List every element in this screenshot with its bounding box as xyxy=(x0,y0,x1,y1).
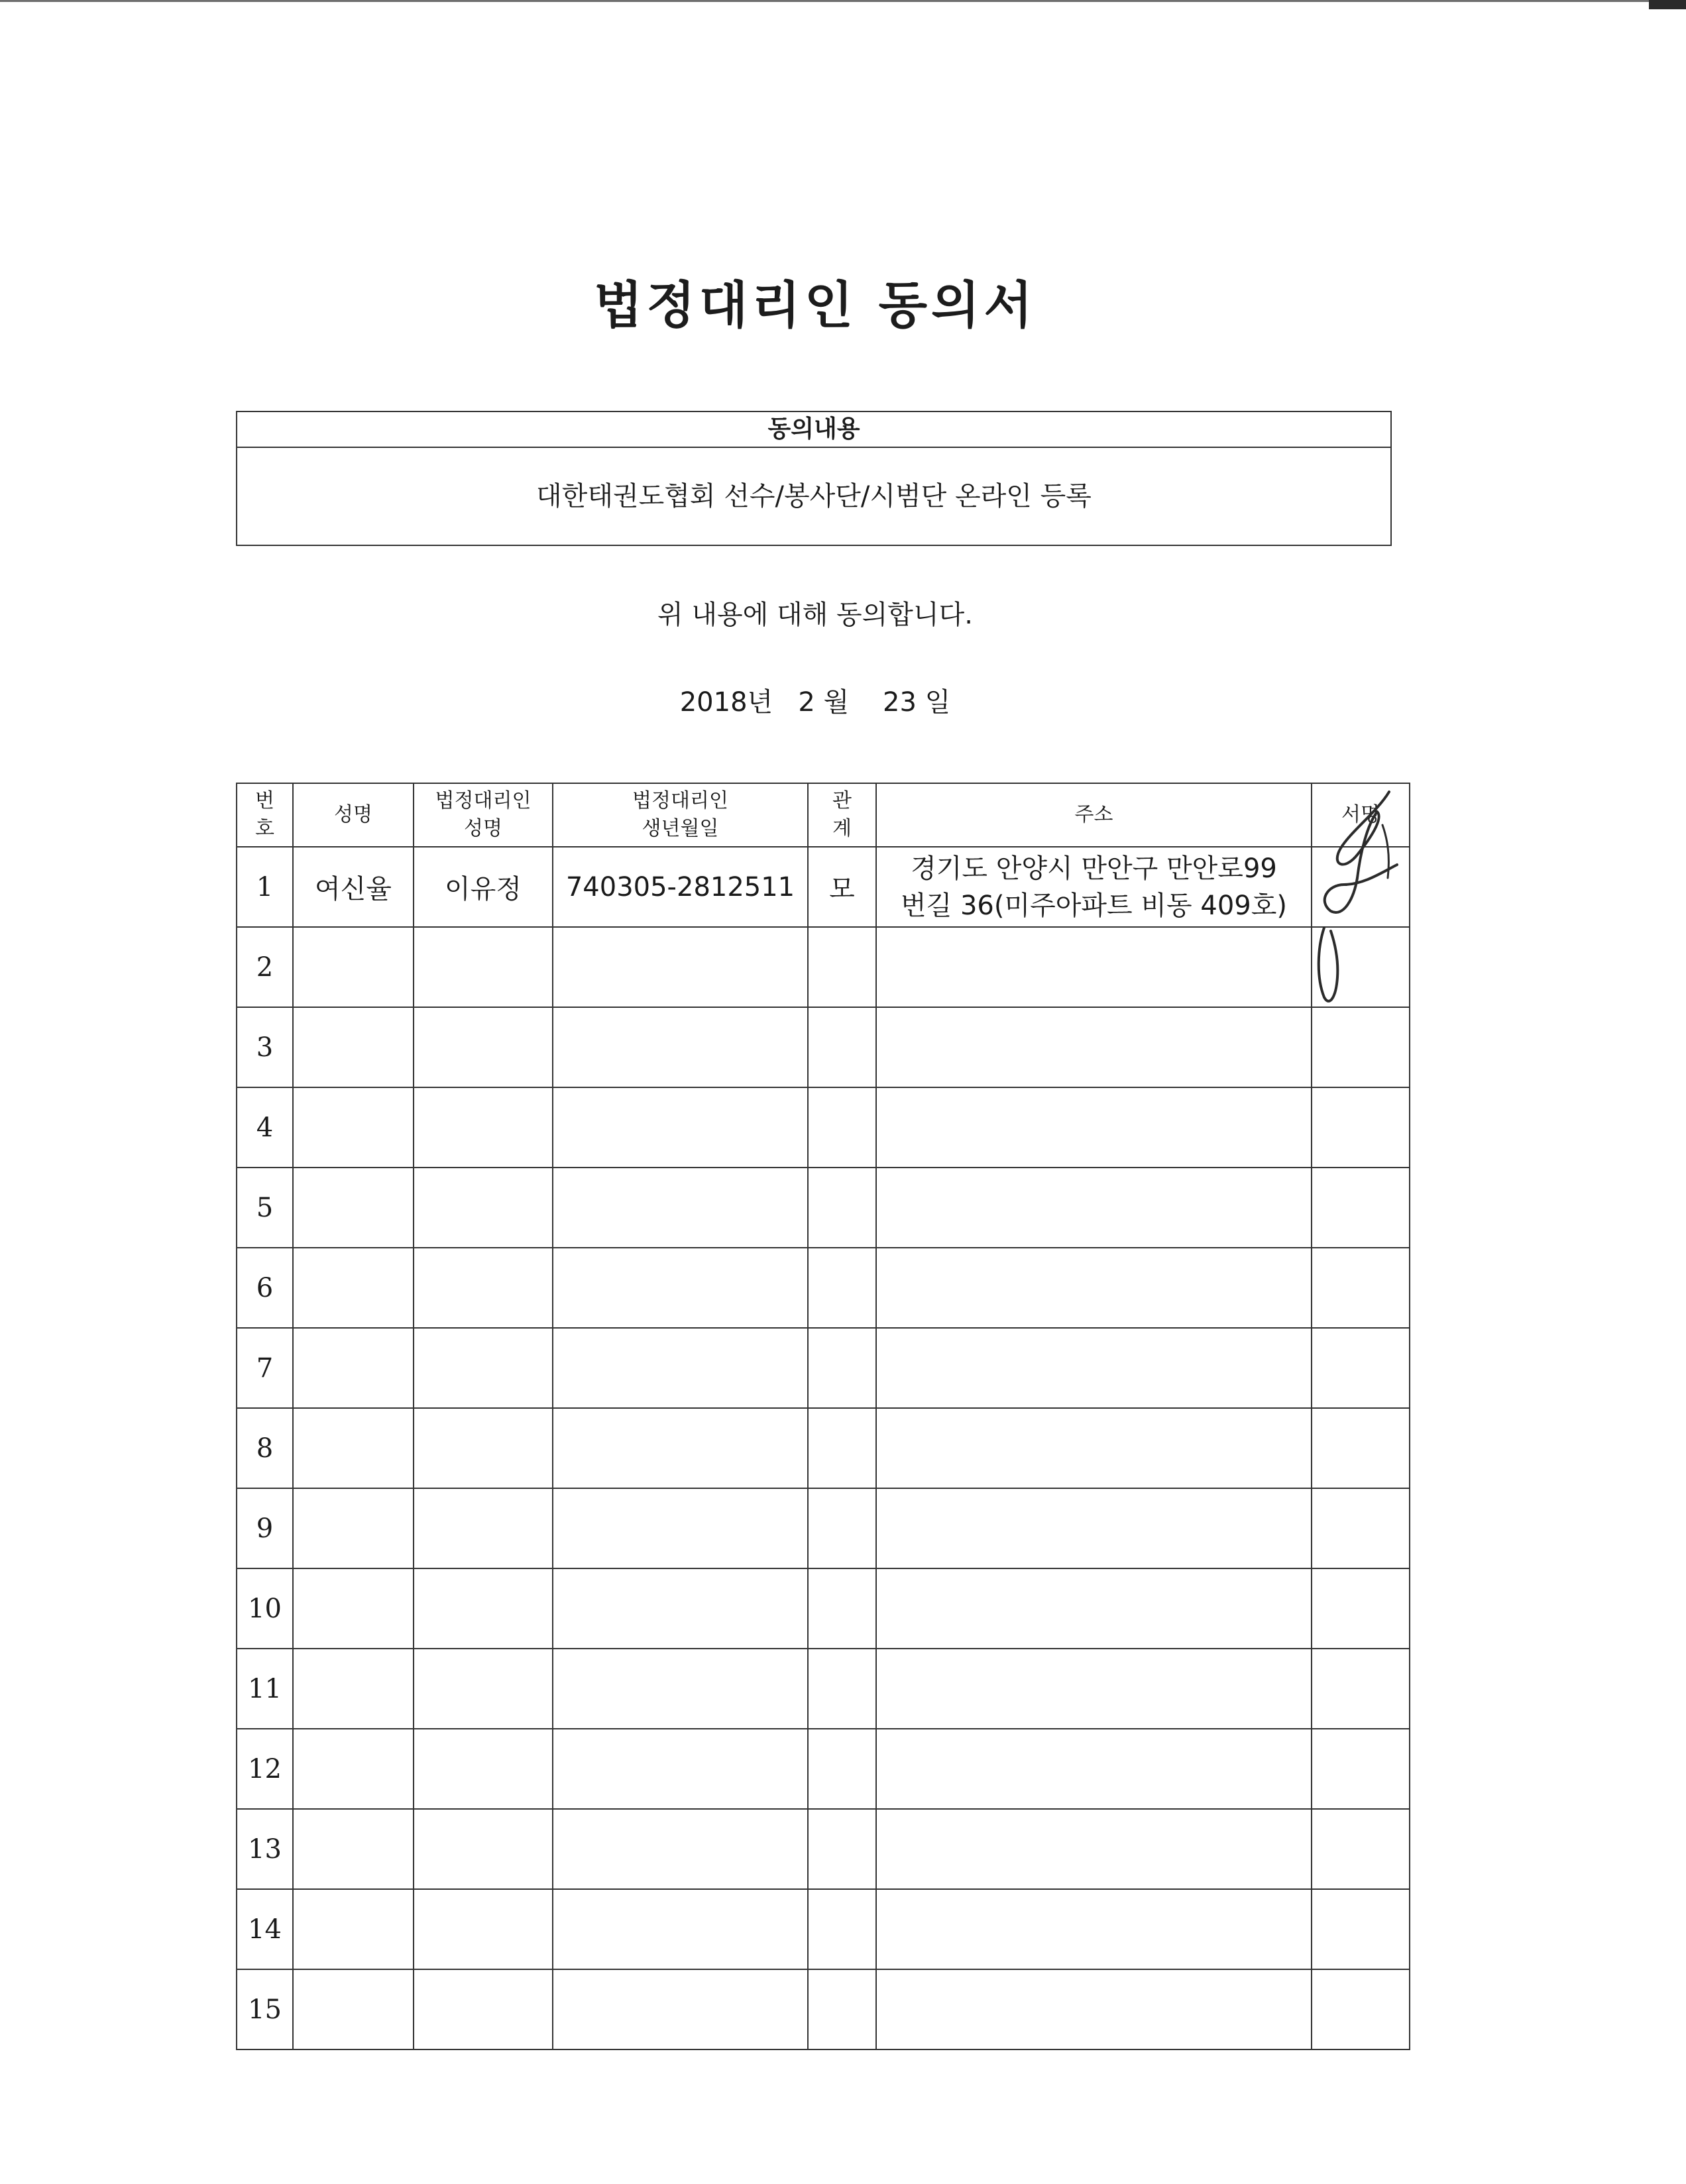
agreement-statement: 위 내용에 대해 동의합니다. xyxy=(657,600,973,630)
table-row xyxy=(237,1328,1410,1408)
row-address xyxy=(876,1087,1312,1168)
table-row xyxy=(237,1248,1410,1328)
row-relation xyxy=(808,1809,876,1889)
row-relation xyxy=(808,1248,876,1328)
row-number: 13 xyxy=(237,1809,293,1889)
row-name xyxy=(293,1248,414,1328)
row-guardian-birth: 740305-2812511 xyxy=(553,847,808,927)
row-guardian-birth xyxy=(553,1087,808,1168)
row-address xyxy=(876,1488,1312,1568)
address-line-1: 경기도 안양시 만안구 만안로99 xyxy=(911,853,1277,884)
row-address xyxy=(876,1007,1312,1087)
row-guardian-birth xyxy=(553,1408,808,1488)
row-address xyxy=(876,1649,1312,1729)
date-day-unit: 일 xyxy=(925,687,951,718)
table-row xyxy=(237,847,1410,927)
row-name xyxy=(293,1328,414,1408)
date-month: 2 xyxy=(798,687,815,718)
row-number: 6 xyxy=(237,1248,293,1328)
row-guardian-name xyxy=(414,1408,553,1488)
row-guardian-birth xyxy=(553,1649,808,1729)
row-guardian-name: 이유정 xyxy=(414,847,553,927)
row-guardian-birth xyxy=(553,927,808,1007)
row-address xyxy=(876,1168,1312,1248)
row-name xyxy=(293,1809,414,1889)
row-relation xyxy=(808,1729,876,1809)
row-guardian-name xyxy=(414,1168,553,1248)
row-guardian-name xyxy=(414,1969,553,2049)
row-guardian-name xyxy=(414,1649,553,1729)
row-guardian-birth xyxy=(553,1168,808,1248)
row-number: 14 xyxy=(237,1889,293,1969)
row-guardian-name xyxy=(414,1809,553,1889)
row-signature xyxy=(1312,1408,1410,1488)
row-number: 4 xyxy=(237,1087,293,1168)
row-name xyxy=(293,1007,414,1087)
row-guardian-birth xyxy=(553,1328,808,1408)
table-header-row xyxy=(237,783,1410,847)
consent-body: 대한태권도협회 선수/봉사단/시범단 온라인 등록 xyxy=(536,481,1092,512)
row-signature xyxy=(1312,1889,1410,1969)
date-line xyxy=(0,681,1630,719)
header-address: 주소 xyxy=(876,783,1312,847)
date-year: 2018년 xyxy=(679,687,773,718)
row-guardian-birth xyxy=(553,1248,808,1328)
row-name xyxy=(293,1889,414,1969)
guardian-roster-table xyxy=(236,783,1410,2050)
row-address xyxy=(876,1809,1312,1889)
row-relation xyxy=(808,1889,876,1969)
table-row xyxy=(237,1889,1410,1969)
row-address xyxy=(876,1328,1312,1408)
table-row xyxy=(237,927,1410,1007)
date-day: 23 xyxy=(883,687,917,718)
row-signature xyxy=(1312,927,1410,1007)
header-guardian-name: 법정대리인 성명 xyxy=(414,783,553,847)
row-relation xyxy=(808,1007,876,1087)
row-name xyxy=(293,927,414,1007)
row-signature xyxy=(1312,1007,1410,1087)
row-number: 1 xyxy=(237,847,293,927)
row-address xyxy=(876,1969,1312,2049)
row-name xyxy=(293,1087,414,1168)
row-number: 9 xyxy=(237,1488,293,1568)
row-relation xyxy=(808,1168,876,1248)
row-relation xyxy=(808,1328,876,1408)
row-address xyxy=(876,1729,1312,1809)
row-name xyxy=(293,1568,414,1649)
header-guardian-birth: 법정대리인 생년월일 xyxy=(553,783,808,847)
row-guardian-birth xyxy=(553,1809,808,1889)
row-signature xyxy=(1312,847,1410,927)
table-row xyxy=(237,1087,1410,1168)
row-name xyxy=(293,1969,414,2049)
row-name xyxy=(293,1488,414,1568)
table-row xyxy=(237,1168,1410,1248)
table-row xyxy=(237,1729,1410,1809)
row-address xyxy=(876,1889,1312,1969)
row-number: 15 xyxy=(237,1969,293,2049)
page-title: 법정대리인 동의서 xyxy=(594,276,1037,335)
row-address xyxy=(876,1568,1312,1649)
row-guardian-birth xyxy=(553,1488,808,1568)
row-guardian-birth xyxy=(553,1729,808,1809)
row-address xyxy=(876,847,1312,927)
row-relation: 모 xyxy=(808,847,876,927)
date-month-unit: 월 xyxy=(823,687,850,718)
row-guardian-name xyxy=(414,1007,553,1087)
header-number: 번 호 xyxy=(237,783,293,847)
row-signature xyxy=(1312,1488,1410,1568)
table-row xyxy=(237,1969,1410,2049)
row-number: 2 xyxy=(237,927,293,1007)
row-guardian-birth xyxy=(553,1568,808,1649)
consent-header: 동의내용 xyxy=(237,412,1390,448)
row-relation xyxy=(808,1649,876,1729)
row-number: 10 xyxy=(237,1568,293,1649)
table-row xyxy=(237,1809,1410,1889)
row-number: 5 xyxy=(237,1168,293,1248)
table-row xyxy=(237,1007,1410,1087)
consent-box xyxy=(236,411,1392,546)
table-row xyxy=(237,1408,1410,1488)
row-guardian-name xyxy=(414,1087,553,1168)
row-name xyxy=(293,1168,414,1248)
row-address xyxy=(876,1408,1312,1488)
row-guardian-name xyxy=(414,1328,553,1408)
header-name: 성명 xyxy=(293,783,414,847)
row-signature xyxy=(1312,1087,1410,1168)
row-number: 3 xyxy=(237,1007,293,1087)
row-guardian-birth xyxy=(553,1889,808,1969)
header-relation: 관 계 xyxy=(808,783,876,847)
row-guardian-name xyxy=(414,1889,553,1969)
row-name xyxy=(293,1729,414,1809)
table-body xyxy=(237,847,1410,2049)
row-number: 11 xyxy=(237,1649,293,1729)
row-signature xyxy=(1312,1568,1410,1649)
row-guardian-name xyxy=(414,927,553,1007)
row-guardian-name xyxy=(414,1248,553,1328)
row-signature xyxy=(1312,1649,1410,1729)
row-number: 12 xyxy=(237,1729,293,1809)
header-signature: 서명 xyxy=(1312,783,1410,847)
row-number: 7 xyxy=(237,1328,293,1408)
row-signature xyxy=(1312,1809,1410,1889)
row-guardian-birth xyxy=(553,1969,808,2049)
row-signature xyxy=(1312,1248,1410,1328)
row-relation xyxy=(808,1087,876,1168)
row-name: 여신율 xyxy=(293,847,414,927)
scan-edge-top xyxy=(0,0,1650,2)
row-relation xyxy=(808,1568,876,1649)
row-address xyxy=(876,1248,1312,1328)
row-name xyxy=(293,1408,414,1488)
row-relation xyxy=(808,1488,876,1568)
row-relation xyxy=(808,927,876,1007)
row-guardian-name xyxy=(414,1568,553,1649)
row-signature xyxy=(1312,1168,1410,1248)
row-signature xyxy=(1312,1328,1410,1408)
table-row xyxy=(237,1568,1410,1649)
row-guardian-name xyxy=(414,1729,553,1809)
row-guardian-name xyxy=(414,1488,553,1568)
row-guardian-birth xyxy=(553,1007,808,1087)
row-name xyxy=(293,1649,414,1729)
row-signature xyxy=(1312,1729,1410,1809)
row-number: 8 xyxy=(237,1408,293,1488)
table-row xyxy=(237,1488,1410,1568)
row-relation xyxy=(808,1408,876,1488)
row-relation xyxy=(808,1969,876,2049)
scan-edge-corner xyxy=(1649,0,1686,9)
table-row xyxy=(237,1649,1410,1729)
address-line-2: 번길 36(미주아파트 비동 409호) xyxy=(900,890,1287,921)
row-signature xyxy=(1312,1969,1410,2049)
row-address xyxy=(876,927,1312,1007)
